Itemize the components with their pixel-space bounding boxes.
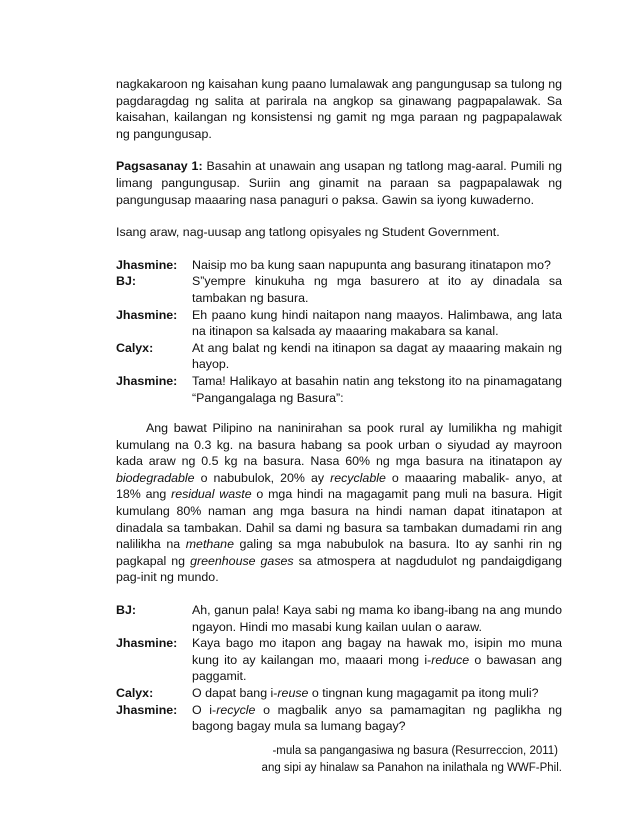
speaker-name: Jhasmine: [116,373,178,388]
dialogue-line [116,602,562,635]
dialogue-line [116,273,562,306]
dialogue-text [192,702,562,735]
speaker-name: Calyx: [116,340,154,355]
essay-text: galing sa mga nabubulok na basura. Ito ay sanhi rin ng pagkapal ng [116,537,562,568]
dialogue-line [116,257,562,274]
dialogue-fragment: O i- [192,702,217,717]
dialogue-text: Ah, ganun pala! Kaya sabi ng mama ko ibang-ibang na ang mundo ngayon. Hindi mo masabi kung kailan uulan o aaraw. [192,603,562,634]
source-citation [116,743,562,777]
speaker-name: Jhasmine: [116,702,178,717]
dialogue-term: reuse [277,686,309,700]
dialogue-line [116,307,562,340]
dialogue-text: Tama! Halikayo at basahin natin ang tekstong ito na pinamagatang “Pangangalaga ng Basura”: [192,373,562,405]
dialogue-text: Eh paano kung hindi naitapon nang maayos. Halimbawa, ang lata na itinapon sa kalsada ay maaaring makabara sa kanal. [192,307,562,339]
dialogue-line [116,635,562,685]
document-page [116,76,562,777]
essay-term: biodegradable [116,470,195,485]
exercise-paragraph [116,158,562,208]
speaker-name: Jhasmine: [116,257,178,272]
dialogue-term: reduce [431,652,470,667]
dialogue-text [192,685,562,702]
dialogue-term: recycle [216,702,256,717]
dialogue-line [116,340,562,373]
exercise-text: Basahin at unawain ang usapan ng tatlong mag-aaral. Pumili ng limang pangungusap. Suriin ang ginamit na paraan sa pagpapalawak ng pangungusap maaaring nasa panaguri o paksa. Gawin sa iyong kuwaderno. [116,159,562,207]
speaker-name: Jhasmine: [116,307,178,322]
dialogue-fragment: O dapat bang i- [192,686,278,700]
essay-term: methane [185,537,234,552]
exercise-label: Pagsasanay 1: [116,159,203,174]
essay-term: greenhouse gases [190,553,294,568]
dialogue-fragment: o magbalik anyo sa pamamagitan ng paglikha ng bagong bagay mula sa lumang bagay? [192,702,562,734]
dialogue-section-1 [116,257,562,406]
essay-text: o nabubulok, 20% ay [194,470,331,485]
dialogue-text: S”yempre kinukuha ng mga basurero at ito ay dinadala sa tambakan ng basura. [192,274,562,305]
essay-term: residual waste [171,487,252,502]
intro-paragraph: nagkakaroon ng kaisahan kung paano lumalawak ang pangungusap sa tulong ng pagdaragdag ng salita at parirala na angkop sa ginawang pagpapalawak. Sa kaisahan, kailangan ng konsistensi ng gamit ng mga paraan ng pagpapalawak ng pangungusap. [116,77,562,141]
essay-paragraph [116,420,562,586]
speaker-name: Calyx: [116,686,154,700]
source-line-2: ang sipi ay hinalaw sa Panahon na inilathala ng WWF-Phil. [261,761,562,774]
dialogue-line [116,702,562,735]
speaker-name: Jhasmine: [116,636,178,651]
dialogue-line [116,685,562,702]
speaker-name: BJ: [116,274,136,289]
dialogue-fragment: Kaya bago mo itapon ang bagay na hawak mo, isipin mo muna kung ito ay kailangan mo, maaari mong i- [192,636,562,667]
dialogue-text: At ang balat ng kendi na itinapon sa dagat ay maaaring makain ng hayop. [192,340,562,372]
dialogue-line [116,373,562,406]
setting-paragraph: Isang araw, nag-uusap ang tatlong opisyales ng Student Government. [116,225,500,240]
essay-text: o maaaring mabalik- anyo, at 18% ang [116,470,562,502]
essay-text: o mga hindi na magagamit pang muli na basura. Higit kumulang 80% naman ang mga basura na hindi naman dapat itinatapon at dinadala sa tambakan. Dahil sa dami ng basura sa tambakan dumadami rin ang nalilikha na [116,487,563,552]
dialogue-section-2 [116,602,562,735]
dialogue-text: Naisip mo ba kung saan napupunta ang basurang itinatapon mo? [192,257,551,272]
essay-text: Ang bawat Pilipino na naninirahan sa pook rural ay lumilikha ng mahigit kumulang na 0.3 kg. na basura habang sa pook urban o siyudad ay mayroon kada araw ng 0.5 kg na basura. Nasa 60% ng mga basura na itinatapon ay [116,421,562,469]
essay-text: sa atmospera at nagdudulot ng pandaigdigang pag-init ng mundo. [116,553,562,585]
dialogue-text [192,635,562,685]
dialogue-fragment: o bawasan ang paggamit. [192,652,562,684]
essay-term: recyclable [330,470,386,485]
source-line-1: -mula sa pangangasiwa ng basura (Resurreccion, 2011) [272,744,558,757]
speaker-name: BJ: [116,603,136,618]
dialogue-fragment: o tingnan kung magagamit pa itong muli? [308,686,539,700]
